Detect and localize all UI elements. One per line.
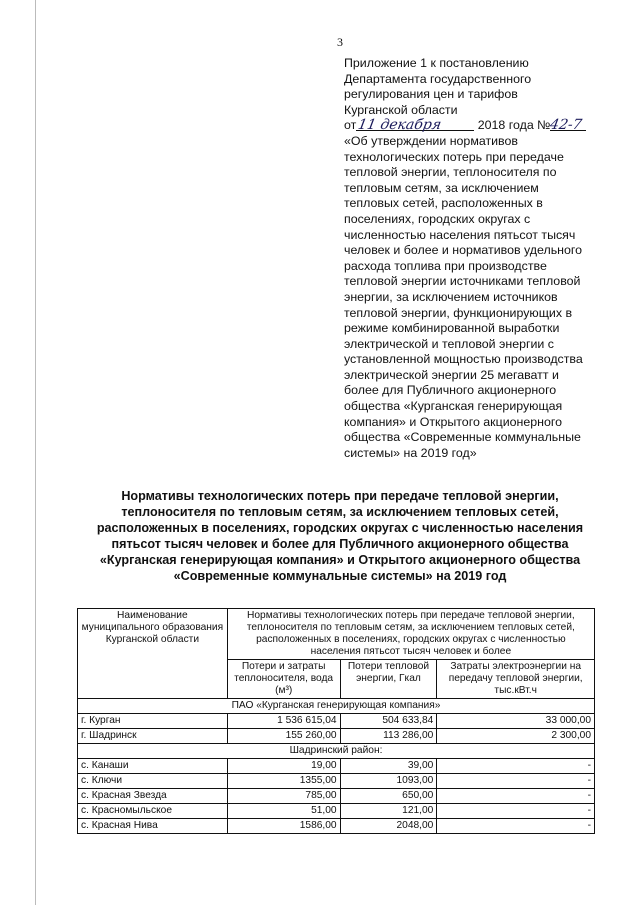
appendix-quote-line: технологических потерь при передаче [344, 149, 564, 164]
appendix-quote-line: более для Публичного акционерного [344, 383, 557, 398]
document-title [70, 488, 610, 584]
cell-electricity: - [437, 759, 595, 774]
appendix-quote-line: установленной мощностью производства [344, 352, 583, 367]
title-line: Нормативы технологических потерь при передаче тепловой энергии, [121, 489, 559, 503]
cell-water: 1 536 615,04 [227, 714, 340, 729]
appendix-quote-line: тепловой энергии, теплоносителя по [344, 165, 557, 180]
title-line: «Курганская генерирующая компания» и Открытого акционерного общества [99, 553, 581, 567]
cell-water: 1355,00 [227, 774, 340, 789]
norms-table [77, 608, 595, 834]
cell-water: 19,00 [227, 759, 340, 774]
table-row [78, 804, 595, 819]
header-losses-water: Потери и затраты теплоносителя, вода (м³) [227, 660, 340, 699]
title-line: пятьсот тысяч человек и более для Публичного акционерного общества [111, 537, 569, 551]
date-day-field [356, 117, 474, 134]
header-electricity: Затраты электроэнергии на передачу тепловой энергии, тыс.кВт.ч [437, 660, 595, 699]
appendix-line: регулирования цен и тарифов [344, 87, 518, 102]
appendix-quote-line: поселениях, городских округах с [344, 211, 531, 226]
appendix-quote-line: тепловой энергии источниками тепловой [344, 274, 581, 289]
appendix-quote-line: электрической энергии 25 мегаватт и [344, 367, 559, 382]
cell-electricity: - [437, 804, 595, 819]
appendix-quote-line: тепловым сетям, за исключением [344, 180, 539, 195]
appendix-quote-line: тепловых сетей, расположенных в [344, 196, 543, 211]
cell-water: 1586,00 [227, 819, 340, 834]
title-line: теплоносителя по тепловым сетям, за исключением тепловых сетей, [121, 505, 559, 519]
appendix-quote-line: компания» и Открытого акционерного [344, 414, 562, 429]
appendix-quote-line: энергии, за исключением источников [344, 289, 558, 304]
page-number: 3 [337, 35, 343, 49]
cell-name: с. Ключи [78, 774, 228, 789]
date-year-text: 2018 года № [477, 118, 551, 133]
appendix-quote-line: общества «Курганская генерирующая [344, 399, 563, 414]
header-norms: Нормативы технологических потерь при передаче тепловой энергии, теплоносителя по тепловым сетям, за исключением тепловых сетей, расположенных в поселениях, городских округах с численностью населения пятьсот тысяч человек и более [227, 609, 594, 660]
handwritten-number: 42-7 [549, 117, 584, 134]
cell-electricity: - [437, 819, 595, 834]
appendix-quote-line: электрической и тепловой энергии с [344, 336, 554, 351]
title-line: «Современные коммунальные системы» на 2019 год [173, 569, 507, 583]
scan-edge-line [35, 0, 36, 905]
appendix-block [344, 56, 606, 461]
appendix-quote-line: общества «Современные коммунальные [344, 430, 581, 445]
appendix-quote-line: человек и более и нормативов удельного [344, 243, 583, 258]
cell-heat: 504 633,84 [340, 714, 437, 729]
appendix-quote-line: системы» на 2019 год» [344, 445, 477, 460]
table-row [78, 774, 595, 789]
table-row [78, 819, 595, 834]
appendix-quote-line: тепловой энергии, функционирующих в [344, 305, 573, 320]
appendix-line: Департамента государственного [344, 71, 532, 86]
group-name: Шадринский район: [78, 744, 595, 759]
date-number-field [549, 117, 586, 134]
appendix-line: Приложение 1 к постановлению [344, 56, 529, 70]
cell-heat: 2048,00 [340, 819, 437, 834]
table-row [78, 729, 595, 744]
group-name: ПАО «Курганская генерирующая компания» [78, 699, 595, 714]
cell-electricity: 2 300,00 [437, 729, 595, 744]
handwritten-date: 11 декабря [357, 117, 443, 134]
table-group-row [78, 699, 595, 714]
date-prefix: от [344, 118, 357, 133]
table-row [78, 789, 595, 804]
appendix-quote-line: режиме комбинированной выработки [344, 321, 560, 336]
cell-name: с. Канаши [78, 759, 228, 774]
table-row [78, 759, 595, 774]
cell-name: с. Красная Звезда [78, 789, 228, 804]
cell-heat: 121,00 [340, 804, 437, 819]
cell-name: с. Красная Нива [78, 819, 228, 834]
cell-electricity: - [437, 774, 595, 789]
cell-heat: 650,00 [340, 789, 437, 804]
cell-name: с. Красномыльское [78, 804, 228, 819]
appendix-quote-line: расхода топлива при производстве [344, 258, 547, 273]
cell-electricity: - [437, 789, 595, 804]
appendix-quote-line: численностью населения пятьсот тысяч [344, 227, 576, 242]
appendix-date-line [344, 118, 606, 134]
cell-name: г. Курган [78, 714, 228, 729]
appendix-line: Курганской области [344, 102, 458, 117]
cell-water: 785,00 [227, 789, 340, 804]
cell-heat: 39,00 [340, 759, 437, 774]
cell-water: 155 260,00 [227, 729, 340, 744]
header-losses-heat: Потери тепловой энергии, Гкал [340, 660, 437, 699]
title-line: расположенных в поселениях, городских округах с численностью населения [96, 521, 584, 535]
table-row [78, 714, 595, 729]
appendix-quote-line: «Об утверждении нормативов [344, 133, 518, 148]
cell-name: г. Шадринск [78, 729, 228, 744]
cell-water: 51,00 [227, 804, 340, 819]
table-body [78, 699, 595, 834]
cell-heat: 113 286,00 [340, 729, 437, 744]
cell-electricity: 33 000,00 [437, 714, 595, 729]
header-municipality: Наименование муниципального образования Курганской области [78, 609, 228, 699]
appendix-quote [344, 134, 606, 461]
table-group-row [78, 744, 595, 759]
cell-heat: 1093,00 [340, 774, 437, 789]
